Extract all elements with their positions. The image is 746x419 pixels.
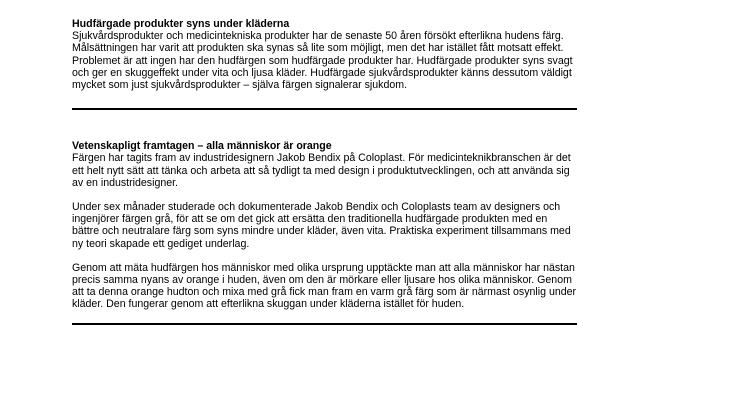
paragraph-gap — [72, 250, 577, 262]
section-skin-colored-products — [72, 18, 577, 91]
section-paragraph: Sjukvårdsprodukter och medicintekniska produkter har de senaste 50 åren försökt efterlikna hudens färg. Målsättningen har varit att produkten ska synas så lite som möjligt, men det har istället fått motsatt effekt. Problemet är att ingen har den hudfärgen som hudfärgade produkter har. Hudfärgade produkter syns svagt och ger en skuggeffekt under vita och ljusa kläder. Hudfärgade sjukvårdsprodukter känns dessutom väldigt mycket som just sjukvårdsprodukter – själva färgen signalerar sjukdom. — [72, 30, 573, 92]
divider-rule — [72, 323, 577, 325]
section-paragraph: Under sex månader studerade och dokumenterade Jakob Bendix och Coloplasts team av designers och ingenjörer färgen grå, för att se om det gick att ersätta den traditionella hudfärgade produkten med en bättre och neutralare färg som syns mindre under kläder, även vita. Praktiska experiment tillsammans med ny teori skapade ett gediget underlag. — [72, 201, 571, 250]
paragraph-gap — [72, 189, 577, 201]
section-title: Vetenskapligt framtagen – alla människor är orange — [72, 140, 332, 153]
section-scientifically-developed — [72, 140, 577, 310]
document-page — [72, 18, 577, 325]
section-paragraph: Genom att mäta hudfärgen hos människor med olika ursprung upptäckte man att alla människor har nästan precis samma nyans av orange i huden, även om den är mörkare eller ljusare hos olika människor. Genom att ta denna orange hudton och mixa med grå fick man fram en varm grå färg som är närmast osynlig under kläder. Den fungerar genom att efterlikna skuggan under kläderna istället för huden. — [72, 261, 577, 311]
divider-rule — [72, 108, 577, 110]
section-paragraph: Färgen har tagits fram av industridesignern Jakob Bendix på Coloplast. För medicinteknikbranschen är det ett helt nytt sätt att tänka och arbeta att så tydligt ta med design i produktutvecklingen, och att använda sig av en industridesigner. — [72, 152, 571, 189]
section-title: Hudfärgade produkter syns under kläderna — [72, 18, 290, 30]
